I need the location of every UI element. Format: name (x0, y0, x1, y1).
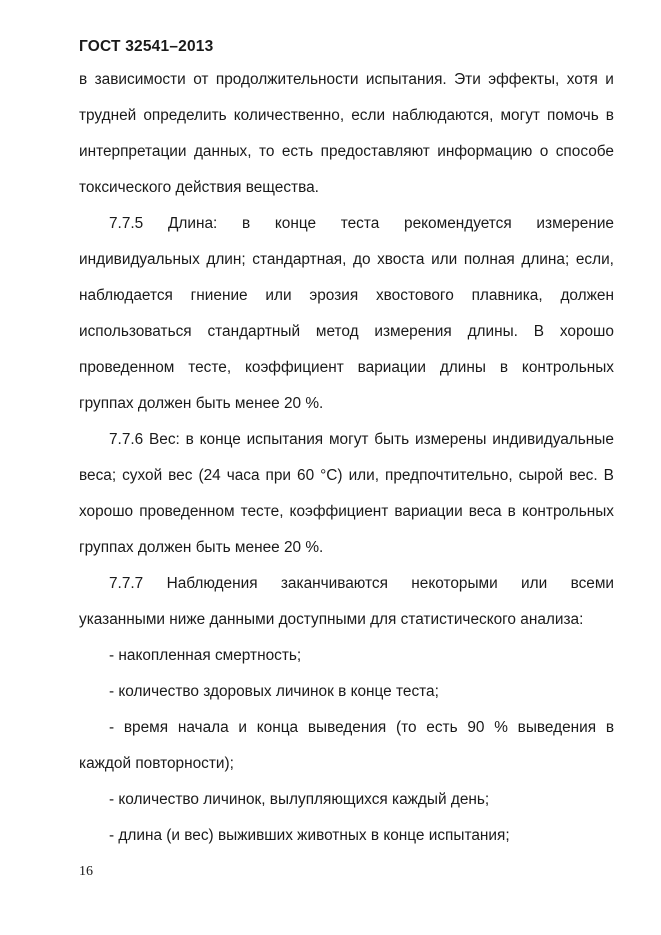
word: веса (468, 503, 502, 520)
word: длины (439, 359, 486, 376)
word: в (241, 215, 251, 232)
word: эффекты, (488, 71, 560, 88)
text-line: - количество личинок, вылупляющихся каждый день; (109, 791, 490, 808)
word: измерения (374, 323, 452, 340)
word: хвоста (377, 251, 425, 268)
word: если, (575, 251, 614, 268)
word: вес. (569, 467, 598, 484)
word: (24 (198, 467, 221, 484)
word: В (603, 467, 614, 484)
word: время (123, 719, 169, 736)
word: Наблюдения (166, 575, 258, 592)
word: зависимости (94, 71, 186, 88)
text-line (79, 494, 614, 530)
word: длина; (521, 251, 570, 268)
word: некоторыми (411, 575, 498, 592)
word: помочь (546, 107, 599, 124)
text-line (79, 134, 614, 170)
document-body (79, 62, 614, 854)
word: быть (374, 431, 410, 448)
word: рекомендуется (404, 215, 512, 232)
word: наблюдается (79, 287, 173, 304)
text-line: каждой повторности); (79, 755, 234, 772)
word: в (499, 359, 509, 376)
word: контрольных (521, 359, 614, 376)
word: стандартный (207, 323, 301, 340)
word: конце (274, 215, 317, 232)
word: вариации (394, 503, 463, 520)
word: если (351, 107, 386, 124)
text-line (79, 566, 614, 602)
word: хвостового (375, 287, 454, 304)
word: заканчиваются (280, 575, 388, 592)
word: от (193, 71, 209, 88)
word: плавника, (471, 287, 543, 304)
word: 7.7.6 (109, 431, 144, 448)
text-line: - накопленная смертность; (109, 647, 302, 664)
word: о (539, 143, 549, 160)
word: индивидуальных (79, 251, 200, 268)
word: и (238, 719, 248, 736)
word: выведения (517, 719, 597, 736)
word: испытания (246, 431, 324, 448)
word: длины. (467, 323, 518, 340)
word: 60 (297, 467, 315, 484)
text-line (79, 458, 614, 494)
word: определить (143, 107, 227, 124)
word: количественно, (233, 107, 345, 124)
word: могут (328, 431, 369, 448)
word: в (605, 719, 614, 736)
text-line: - количество здоровых личинок в конце теста; (109, 683, 439, 700)
text-line: токсического действия вещества. (79, 179, 319, 196)
word: проведенном (139, 503, 235, 520)
word: хорошо (559, 323, 614, 340)
text-line: группах должен быть менее 20 %. (79, 395, 324, 412)
word: продолжительности (215, 71, 359, 88)
word: 7.7.7 (109, 575, 144, 592)
word: гниение (190, 287, 248, 304)
word: измерение (536, 215, 614, 232)
text-line (79, 206, 614, 242)
word: испытания. (365, 71, 447, 88)
word: веса; (79, 467, 117, 484)
word: предоставляют (320, 143, 430, 160)
text-line (79, 422, 614, 458)
word: или (265, 287, 292, 304)
word: °С) (320, 467, 343, 484)
document-header: ГОСТ 32541–2013 (79, 38, 214, 55)
word: и (605, 71, 614, 88)
word: использоваться (79, 323, 192, 340)
word: Длина: (167, 215, 218, 232)
word: в (79, 71, 88, 88)
word: в (185, 431, 194, 448)
word: при (265, 467, 292, 484)
word: данных, (193, 143, 252, 160)
word: информацию (437, 143, 533, 160)
text-line (79, 278, 614, 314)
word: или, (348, 467, 380, 484)
word: 90 (467, 719, 485, 736)
word: теста (340, 215, 380, 232)
text-line (79, 710, 614, 746)
word: наблюдаются, (392, 107, 494, 124)
word: есть (426, 719, 458, 736)
word: конца (256, 719, 299, 736)
word: до (352, 251, 371, 268)
word: сухой (122, 467, 163, 484)
word: то (258, 143, 275, 160)
word: 7.7.5 (109, 215, 144, 232)
word: хотя (566, 71, 598, 88)
word: или (521, 575, 548, 592)
word: хорошо (79, 503, 134, 520)
word: должен (560, 287, 614, 304)
text-line (79, 242, 614, 278)
word: конце (199, 431, 241, 448)
word: выведения (307, 719, 387, 736)
word: начала (177, 719, 229, 736)
word: могут (500, 107, 540, 124)
word: контрольных (521, 503, 614, 520)
word: измерены (414, 431, 487, 448)
word: вариации (357, 359, 426, 376)
word: метод (315, 323, 359, 340)
word: полная (463, 251, 515, 268)
word: предпочтительно, (385, 467, 513, 484)
word: в (605, 107, 614, 124)
word: (то (396, 719, 417, 736)
word: всеми (570, 575, 614, 592)
word: Вес: (149, 431, 180, 448)
text-line (79, 314, 614, 350)
word: сырой (518, 467, 564, 484)
text-line (79, 98, 614, 134)
word: - (109, 719, 115, 736)
word: эрозия (309, 287, 359, 304)
text-line (79, 62, 614, 98)
word: проведенном (79, 359, 175, 376)
word: или (431, 251, 458, 268)
word: стандартная, (252, 251, 347, 268)
word: длин; (206, 251, 246, 268)
word: есть (281, 143, 314, 160)
word: трудней (79, 107, 137, 124)
text-line (79, 350, 614, 386)
word: интерпретации (79, 143, 187, 160)
word: В (533, 323, 545, 340)
word: коэффициент (244, 359, 344, 376)
page-number: 16 (79, 864, 93, 879)
word: вес (168, 467, 193, 484)
word: в (507, 503, 516, 520)
word: способе (555, 143, 614, 160)
word: коэффициент (289, 503, 389, 520)
word: тесте, (240, 503, 284, 520)
text-line: указанными ниже данными доступными для статистического анализа: (79, 611, 584, 628)
word: часа (226, 467, 260, 484)
word: % (494, 719, 508, 736)
word: индивидуальные (492, 431, 614, 448)
word: тесте, (188, 359, 232, 376)
text-line: - длина (и вес) выживших животных в конце испытания; (109, 827, 510, 844)
word: Эти (454, 71, 481, 88)
text-line: группах должен быть менее 20 %. (79, 539, 324, 556)
